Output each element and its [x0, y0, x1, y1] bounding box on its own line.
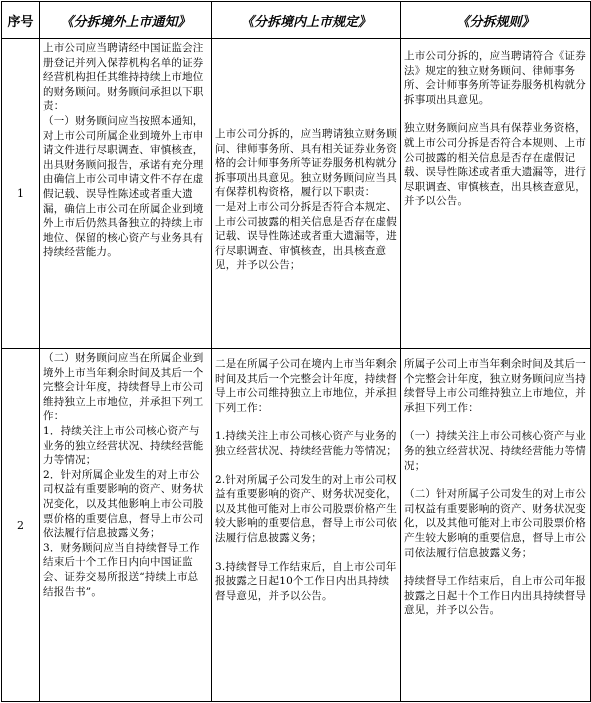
paragraph: 一是对上市公司分拆是否符合本规定、上市公司披露的相关信息是否存在虚假记载、误导性陈述或者重大遗漏等，进行尽职调查、审慎核查，出具核查意见，并予以公告； [215, 200, 397, 272]
header-domestic-provisions: 《分拆境内上市规定》 [212, 2, 401, 39]
row-number: 1 [2, 39, 40, 349]
table-row [2, 39, 591, 349]
paragraph: 3.持续督导工作结束后，自上市公司年报披露之日起10个工作日内出具持续督导意见，并予以公告。 [215, 560, 397, 602]
paragraph: （一）持续关注上市公司核心资产与业务的独立经营状况、持续经营能力等情况； [404, 430, 586, 472]
paragraph: 独立财务顾问应当具有保荐业务资格，就上市公司分拆是否符合本规则、上市公司披露的相关信息是否存在虚假记载、误导性陈述或者重大遗漏等，进行尽职调查、审慎核查，出具核查意见，并予以公告。 [404, 122, 586, 208]
paragraph: 3．财务顾问应当自持续督导工作结束后十个工作日内向中国证监会、证券交易所报送“持续上市总结报告书”。 [43, 541, 200, 598]
paragraph: 1．持续关注上市公司核心资产与业务的独立经营状况、持续经营能力等情况； [43, 424, 204, 467]
row2-domestic-provisions-cell [212, 349, 401, 702]
paragraph: 所属子公司上市当年剩余时间及其后一个完整会计年度，独立财务顾问应当持续督导上市公司维持独立上市地位，并承担下列工作： [404, 358, 586, 414]
paragraph: 2．针对所属企业发生的对上市公司权益有重要影响的资产、财务状况变化，以及其他影响上市公司股票价格的重要信息，督导上市公司依法履行信息披露义务； [43, 468, 204, 540]
row1-spinoff-rules-cell [401, 39, 591, 349]
paragraph: 上市公司应当聘请经中国证监会注册登记并列入保荐机构名单的证券经营机构担任其维持持续上市地位的财务顾问。财务顾问承担以下职责： [43, 42, 204, 113]
row2-spinoff-rules-cell [401, 349, 591, 702]
paragraph: 1.持续关注上市公司核心资产与业务的独立经营状况、持续经营能力等情况； [215, 430, 397, 457]
row2-overseas-notice-cell [40, 349, 212, 702]
paragraph: （一）财务顾问应当按照本通知，对上市公司所属企业到境外上市申请文件进行尽职调查、审慎核查，出具财务顾问报告，承诺有充分理由确信上市公司申请文件不存在虚假记载、误导性陈述或者重大遗漏，确信上市公司在所属企业到境外上市后仍然具备独立的持续上市地位、保留的核心资产与业务具有持续经营能力。 [43, 114, 204, 259]
header-row [2, 2, 591, 39]
header-overseas-notice: 《分拆境外上市通知》 [40, 2, 212, 39]
paragraph: （二）针对所属子公司发生的对上市公司权益有重要影响的资产、财务状况变化，以及其他可能对上市公司股票价格产生较大影响的重要信息，督导上市公司依法履行信息披露义务； [404, 488, 586, 559]
paragraph: 二是在所属子公司在境内上市当年剩余时间及其后一个完整会计年度，持续督导上市公司维持独立上市地位，并承担下列工作： [215, 358, 397, 414]
paragraph: （二）财务顾问应当在所属企业到境外上市当年剩余时间及其后一个完整会计年度，持续督导上市公司维持独立上市地位，并承担下列工作： [43, 352, 204, 423]
row1-domestic-provisions-cell [212, 39, 401, 349]
row1-overseas-notice-cell [40, 39, 212, 349]
paragraph: 2.针对所属子公司发生的对上市公司权益有重要影响的资产、财务状况变化，以及其他可能对上市公司股票价格产生较大影响的重要信息，督导上市公司依法履行信息披露义务； [215, 473, 397, 544]
paragraph: 上市公司分拆的，应当聘请独立财务顾问、律师事务所、具有相关证券业务资格的会计师事务所等证券服务机构就分拆事项出具意见。独立财务顾问应当具有保荐机构资格，履行以下职责： [215, 128, 397, 199]
paragraph: 上市公司分拆的，应当聘请符合《证券法》规定的独立财务顾问、律师事务所、会计师事务所等证券服务机构就分拆事项出具意见。 [404, 50, 586, 106]
header-spinoff-rules: 《分拆规则》 [401, 2, 591, 39]
paragraph: 持续督导工作结束后，自上市公司年报披露之日起十个工作日内出具持续督导意见，并予以公告。 [404, 575, 586, 617]
header-index: 序号 [2, 2, 40, 39]
table-row [2, 349, 591, 702]
comparison-table [1, 1, 591, 702]
row-number: 2 [2, 349, 40, 702]
